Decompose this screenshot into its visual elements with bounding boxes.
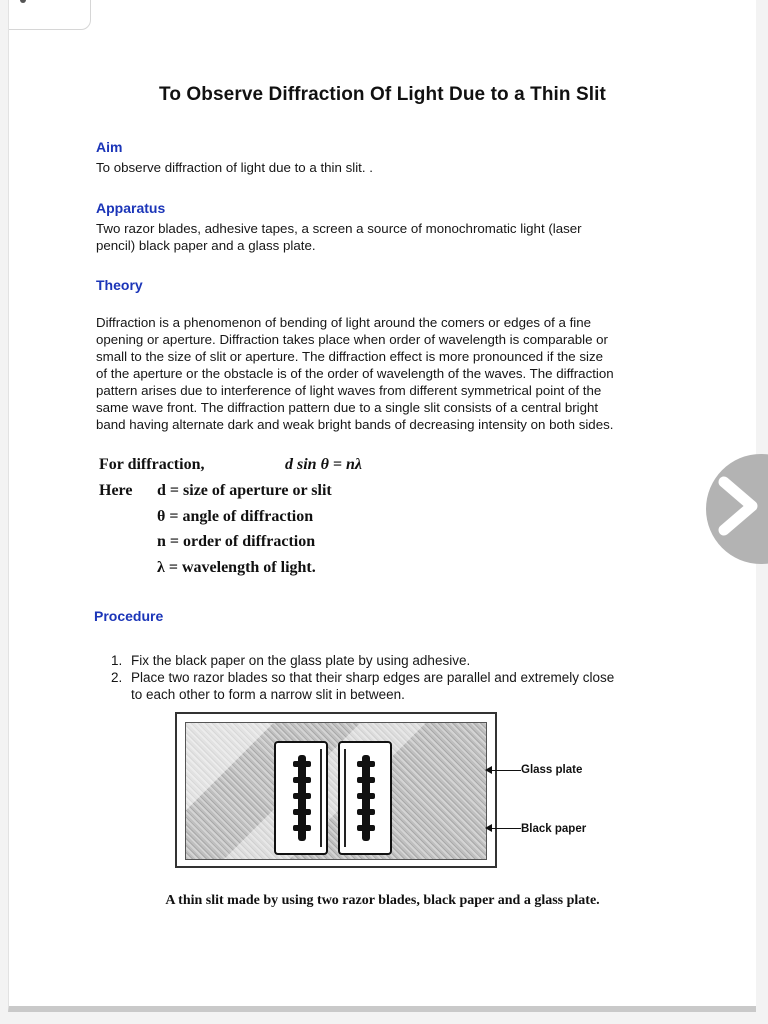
black-paper-arrow [491, 828, 521, 829]
aim-heading: Aim [96, 139, 123, 155]
razor-blade-left [274, 741, 328, 855]
apparatus-text [96, 220, 696, 254]
step-number: 1. [111, 653, 123, 668]
tab-dot-icon [20, 0, 26, 3]
theory-line: Diffraction is a phenomenon of bending of light around the comers or edges of a fine [96, 315, 592, 330]
glass-plate-illustration [185, 722, 487, 860]
document-page [8, 0, 756, 1012]
step-number: 2. [111, 670, 123, 685]
procedure-step-2 [99, 669, 699, 703]
step-line: to each other to form a narrow slit in between. [131, 687, 405, 702]
glass-plate-label: Glass plate [521, 764, 583, 776]
theory-line: pattern arises due to interference of light waves from different symmetrical point of the [96, 383, 602, 398]
thumbnail-tab[interactable] [8, 0, 91, 30]
apparatus-heading: Apparatus [96, 200, 166, 216]
formula-label: For diffraction, [99, 456, 205, 473]
figure-caption: A thin slit made by using two razor blades, black paper and a glass plate. [165, 893, 600, 908]
definition-theta: θ = angle of diffraction [157, 508, 314, 525]
procedure-step-1 [99, 652, 699, 669]
theory-heading: Theory [96, 277, 143, 293]
glass-plate-arrow [491, 770, 521, 771]
page-title: To Observe Diffraction Of Light Due to a Thin Slit [159, 84, 606, 105]
theory-text [96, 314, 696, 433]
theory-line: opening or aperture. Diffraction takes place when order of wavelength is comparable or [96, 332, 608, 347]
theory-line: band having alternate dark and weak bright bands of decreasing intensity on both sides. [96, 417, 614, 432]
apparatus-line: Two razor blades, adhesive tapes, a screen a source of monochromatic light (laser [96, 221, 582, 236]
theory-line: same wave front. The diffraction pattern due to a single slit consists of a central bright [96, 400, 599, 415]
aim-text: To observe diffraction of light due to a thin slit. . [96, 160, 373, 175]
apparatus-line: pencil) black paper and a glass plate. [96, 238, 316, 253]
procedure-steps [99, 652, 699, 703]
step-line: Fix the black paper on the glass plate by using adhesive. [131, 653, 471, 668]
slit-figure [175, 712, 497, 868]
definition-d: d = size of aperture or slit [157, 482, 332, 499]
theory-line: of the aperture or the obstacle is of the order of wavelength of the waves. The diffraction [96, 366, 614, 381]
definition-lambda: λ = wavelength of light. [157, 559, 316, 576]
chevron-right-icon [716, 476, 766, 536]
razor-blade-right [338, 741, 392, 855]
procedure-heading: Procedure [94, 608, 164, 624]
step-line: Place two razor blades so that their sharp edges are parallel and extremely close [131, 670, 615, 685]
here-label: Here [99, 482, 133, 499]
definition-n: n = order of diffraction [157, 533, 316, 550]
formula-equation: d sin θ = nλ [285, 456, 362, 473]
theory-line: small to the size of slit or aperture. The diffraction effect is more pronounced if the size [96, 349, 604, 364]
black-paper-label: Black paper [521, 823, 587, 835]
